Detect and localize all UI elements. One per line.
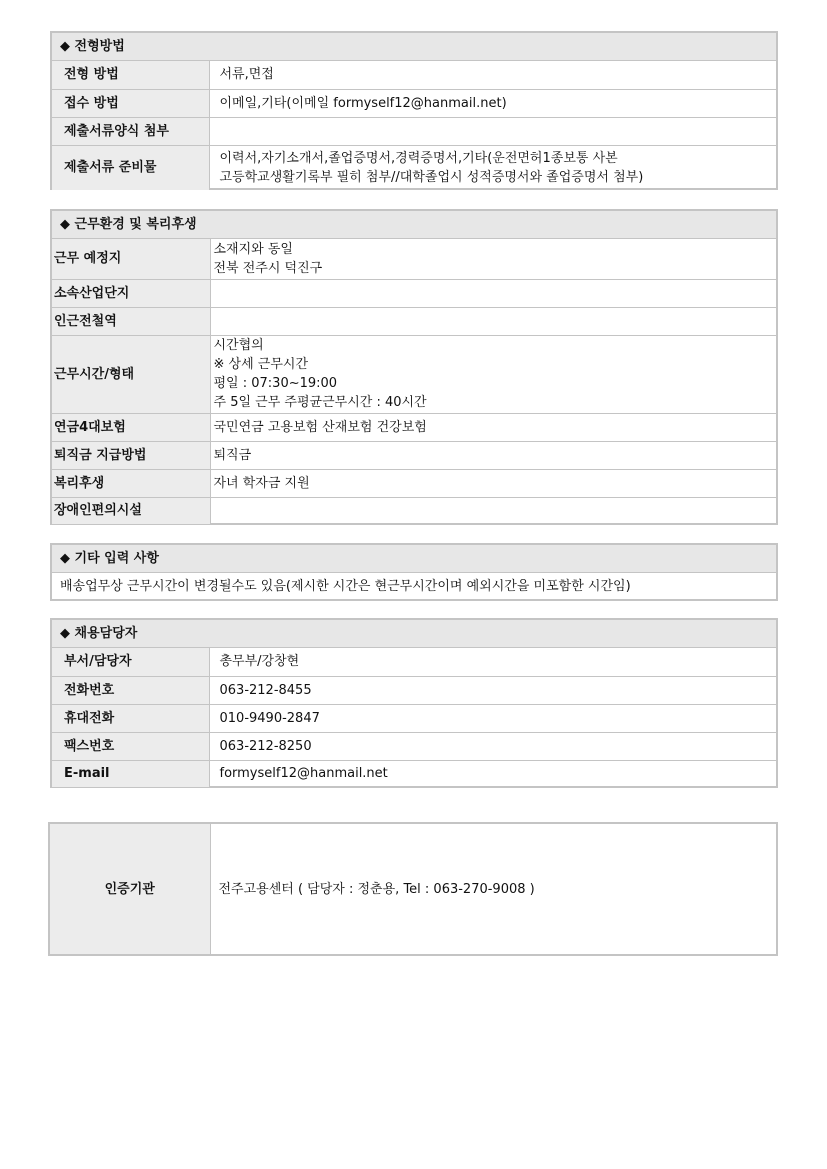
row-label: 접수 방법 bbox=[52, 89, 209, 117]
table-row bbox=[52, 760, 776, 787]
table-row bbox=[52, 648, 776, 676]
table-row bbox=[52, 89, 776, 117]
other-text: 배송업무상 근무시간이 변경될수도 있음(제시한 시간은 현근무시간이며 예외시간을 미포함한 시간임) bbox=[60, 579, 631, 594]
row-value: 063-212-8250 bbox=[209, 732, 776, 760]
value-line: 소재지와 동일 bbox=[213, 241, 293, 257]
cert-table bbox=[50, 824, 776, 954]
value-line: 주 5일 근무 주평균근무시간 : 40시간 bbox=[213, 395, 427, 410]
table-row bbox=[52, 676, 776, 704]
row-value bbox=[210, 307, 776, 335]
welfare-section bbox=[50, 209, 778, 525]
row-label: 전화번호 bbox=[52, 676, 209, 704]
section-title: ◆ 기타 입력 사항 bbox=[52, 545, 776, 573]
value-line: 시간협의 bbox=[213, 338, 264, 353]
value-line: 평일 : 07:30~19:00 bbox=[213, 376, 338, 391]
cert-value: 전주고용센터 ( 담당자 : 정춘용, Tel : 063-270-9008 ) bbox=[218, 881, 535, 897]
row-label: 부서/담당자 bbox=[52, 648, 209, 676]
row-value bbox=[210, 335, 776, 413]
table-row bbox=[52, 469, 776, 497]
row-value bbox=[209, 145, 776, 190]
cert-section bbox=[48, 822, 778, 956]
contact-table bbox=[52, 648, 776, 787]
contact-section bbox=[50, 618, 778, 788]
table-row bbox=[52, 497, 776, 524]
table-row bbox=[52, 117, 776, 145]
cert-label: 인증기관 bbox=[50, 824, 210, 954]
table-row bbox=[52, 732, 776, 760]
row-label: 휴대전화 bbox=[52, 704, 209, 732]
table-row bbox=[52, 704, 776, 732]
table-row bbox=[52, 413, 776, 441]
row-value: 퇴직금 bbox=[210, 441, 776, 469]
selection-section bbox=[50, 31, 778, 190]
table-row bbox=[50, 824, 776, 954]
row-label: 복리후생 bbox=[52, 469, 210, 497]
row-label: 제출서류양식 첨부 bbox=[52, 117, 209, 145]
selection-table bbox=[52, 61, 776, 190]
row-label: 인근전철역 bbox=[52, 307, 210, 335]
row-label: E-mail bbox=[52, 760, 209, 787]
row-label: 근무 예정지 bbox=[52, 239, 210, 279]
value-line: 이력서,자기소개서,졸업증명서,경력증명서,기타(운전면허1종보통 사본 bbox=[219, 150, 618, 166]
row-value: 국민연금 고용보험 산재보험 건강보험 bbox=[210, 413, 776, 441]
row-value: formyself12@hanmail.net bbox=[209, 760, 776, 787]
row-value: 총무부/강창현 bbox=[219, 654, 300, 670]
section-title: ◆ 전형방법 bbox=[52, 33, 776, 61]
table-row bbox=[52, 307, 776, 335]
row-value: 서류,면접 bbox=[219, 67, 274, 83]
table-row bbox=[52, 61, 776, 89]
row-value: 이메일,기타(이메일 formyself12@hanmail.net) bbox=[209, 89, 776, 117]
section-title: ◆ 근무환경 및 복리후생 bbox=[52, 211, 776, 239]
row-label: 제출서류 준비물 bbox=[52, 145, 209, 190]
table-row bbox=[52, 441, 776, 469]
row-value bbox=[210, 239, 776, 279]
table-row bbox=[52, 145, 776, 190]
value-line: 전북 전주시 덕진구 bbox=[213, 260, 323, 276]
row-value bbox=[209, 117, 776, 145]
row-label: 전형 방법 bbox=[52, 61, 209, 89]
row-value: 010-9490-2847 bbox=[209, 704, 776, 732]
row-label: 장애인편의시설 bbox=[52, 497, 210, 524]
value-line: 고등학교생활기록부 필히 첨부//대학졸업시 성적증명서와 졸업증명서 첨부) bbox=[219, 169, 644, 185]
row-label: 퇴직금 지급방법 bbox=[52, 441, 210, 469]
row-value bbox=[210, 279, 776, 307]
table-row bbox=[52, 239, 776, 279]
other-section bbox=[50, 543, 778, 601]
value-line: ※ 상세 근무시간 bbox=[213, 357, 309, 372]
table-row bbox=[52, 279, 776, 307]
row-label: 소속산업단지 bbox=[52, 279, 210, 307]
row-label: 팩스번호 bbox=[52, 732, 209, 760]
row-value: 자녀 학자금 지원 bbox=[210, 469, 776, 497]
row-value: 063-212-8455 bbox=[209, 676, 776, 704]
row-label: 근무시간/형태 bbox=[52, 335, 210, 413]
row-value bbox=[210, 497, 776, 524]
section-title: ◆ 채용담당자 bbox=[52, 620, 776, 648]
table-row bbox=[52, 335, 776, 413]
row-label: 연금4대보험 bbox=[52, 413, 210, 441]
welfare-table bbox=[52, 239, 776, 524]
